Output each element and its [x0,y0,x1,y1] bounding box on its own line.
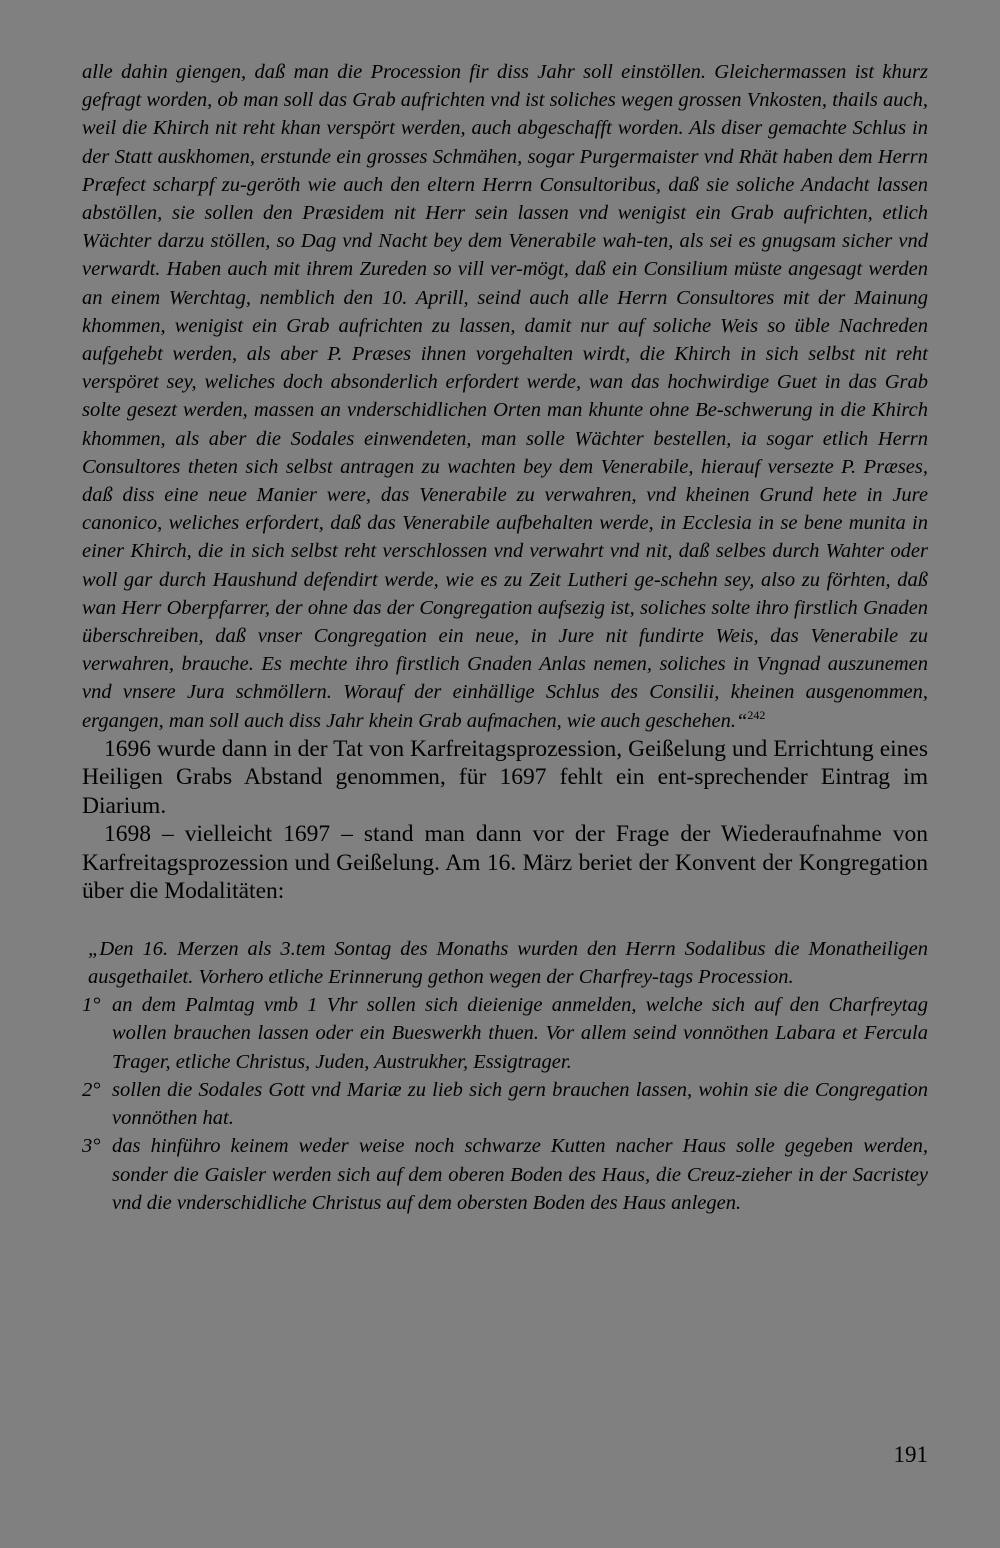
list-item [82,991,928,1076]
list-item-text: das hinführo keinem weder weise noch schwarze Kutten nacher Haus solle gegeben werden, sonder die Gaisler werden sich auf dem oberen Boden des Haus, die Creuz-zieher in der Sacristey vnd die vnderschidliche Christus auf dem obersten Boden des Haus anlegen. [112,1135,928,1214]
list-item-number: 3° [82,1135,101,1158]
list-item-text: sollen die Sodales Gott vnd Mariæ zu lieb sich gern brauchen lassen, wohin sie die Congregation vonnöthen hat. [112,1078,928,1130]
quote-block-1 [82,58,928,735]
page-number: 191 [893,1442,928,1467]
paragraph-1696: 1696 wurde dann in der Tat von Karfreitagsprozession, Geißelung und Errichtung eines Heiligen Grabs Abstand genommen, für 1697 fehlt ein ent-sprechender Eintrag im Diarium. [82,735,928,819]
page-content [82,58,928,1217]
list-item [82,1132,928,1217]
paragraph-1698: 1698 – vielleicht 1697 – stand man dann vor der Frage der Wiederaufnahme von Karfreitagsprozession und Geißelung. Am 16. März beriet der Konvent der Kongregation über die Modalitäten: [82,821,928,905]
quote-2-intro: „Den 16. Merzen als 3.tem Sontag des Monaths wurden den Herrn Sodalibus die Monatheiligen ausgethailet. Vorhero etliche Erinnerung gethon wegen der Charfrey-tags Procession. [88,937,928,989]
list-item-number: 1° [82,994,101,1017]
quote-block-2 [82,935,928,1217]
list-item-number: 2° [82,1078,101,1101]
quote-1-text: alle dahin giengen, daß man die Procession fir diss Jahr soll einstöllen. Gleichermassen ist khurz gefragt worden, ob man soll das Grab aufrichten vnd ist soliches wegen grossen Vnkosten, thails auch, weil die Khirch nit reht khan verspört werden, auch abgeschafft worden. Als diser gemachte Schlus in der Statt auskhomen, erstunde ein grosses Schmähen, sogar Purgermaister vnd Rhät haben dem Herrn Præfect scharpf zu-geröth wie auch den eltern Herrn Consultoribus, daß sie soliche Andacht lassen abstöllen, sie sollen den Præsidem nit Herr sein lassen vnd wenigist ein Grab aufrichten, etlich Wächter darzu stöllen, so Dag vnd Nacht bey dem Venerabile wah-ten, als sei es gnugsam sicher vnd verwardt. Haben auch mit ihrem Zureden so vill ver-mögt, daß ein Consilium müste angesagt werden an einem Werchtag, nemblich den 10. Aprill, seind auch alle Herrn Consultores mit der Mainung khommen, wenigist ein Grab aufrichten zu lassen, damit nur auf soliche Weis so üble Nachreden aufgehebt werden, als aber P. Præses ihnen vorgehalten wirdt, die Khirch in sich selbst nit reht verspöret sey, weliches doch absonderlich erfordert werde, wan das hochwirdige Guet in das Grab solte gesezt werden, massen an vnderschidlichen Orten man khunte ohne Be-schwerung in die Khirch khommen, als aber die Sodales einwendeten, man solle Wächter bestellen, ia sogar etlich Herrn Consultores theten sich selbst antragen zu wachten bey dem Venerabile, hierauf versezte P. Præses, daß diss eine neue Manier were, das Venerabile zu verwahren, vnd kheinen Grund hete in Jure canonico, weliches erfordert, daß das Venerabile aufbehalten werde, in Ecclesia in se bene munita in einer Khirch, die in sich selbst reht verschlossen vnd verwahrt vnd nit, daß selbes durch Wahter oder woll gar durch Haushund defendirt werde, wie es zu Zeit Lutheri ge-schehn sey, also zu förhten, daß wan Herr Oberpfarrer, der ohne das der Congregation aufsezig ist, soliches solte ihro firstlich Gnaden überschreiben, daß vnser Congregation ein neue, in Jure nit fundirte Weis, das Venerabile zu verwahren, brauche. Es mechte ihro firstlich Gnaden Anlas nemen, soliches in Vngnad auszunemen vnd vnsere Jura schmöllern. Worauf der einhällige Schlus des Consilii, kheinen ausgenommen, ergangen, man soll auch diss Jahr khein Grab aufmachen, wie auch geschehen.“ [82,61,928,732]
footnote-marker: 242 [747,707,766,722]
list-item-text: an dem Palmtag vmb 1 Vhr sollen sich dieienige anmelden, welche sich auf den Charfreytag wollen brauchen lassen oder ein Bueswerkh thuen. Vor allem seind vonnöthen Labara et Fercula Trager, etliche Christus, Juden, Austrukher, Essigtrager. [112,994,928,1073]
list-item [82,1076,928,1132]
